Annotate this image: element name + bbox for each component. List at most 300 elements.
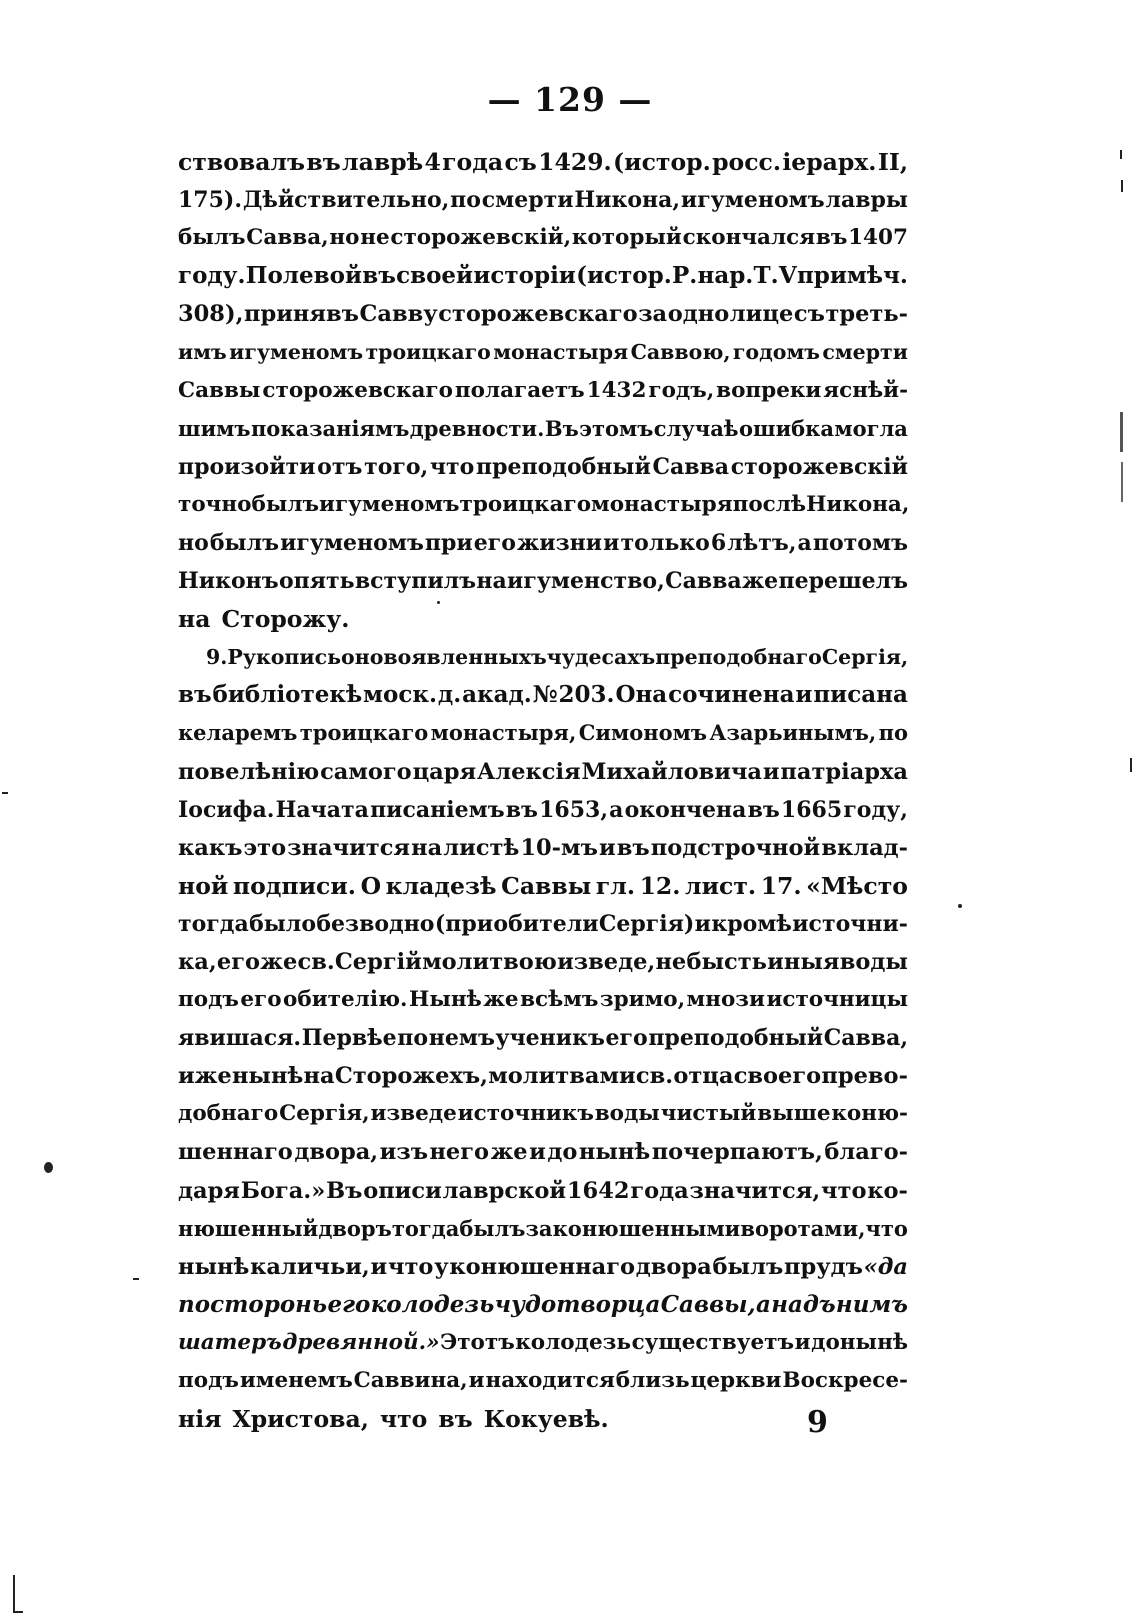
word: тогда — [178, 910, 249, 937]
text-line — [178, 1210, 908, 1248]
word: вклад- — [821, 834, 908, 861]
word: Савва — [652, 453, 730, 480]
word: подписи. — [232, 871, 356, 900]
word: конюшеннаго — [449, 1253, 636, 1280]
word: Іосифа. — [178, 796, 275, 823]
word: смерти — [822, 340, 908, 365]
word: Савву — [359, 301, 438, 328]
word: могла — [834, 415, 908, 441]
word: въ — [362, 262, 396, 290]
scan-mark-bottom-left — [13, 1575, 15, 1613]
word: церкви — [690, 1368, 782, 1393]
word: всѣмъ — [520, 987, 599, 1013]
word: источникъ — [457, 1101, 594, 1127]
scan-dot-right — [958, 904, 962, 908]
word: древянной.» — [282, 1329, 440, 1355]
body-text — [178, 143, 908, 1438]
word: изведе — [370, 1101, 457, 1127]
word: иже — [178, 1063, 232, 1090]
word: изведе, — [557, 948, 656, 975]
word: него — [429, 1139, 490, 1166]
word: древности. — [409, 415, 545, 441]
word: посторонь — [178, 1290, 328, 1318]
word: (истор. — [613, 148, 711, 176]
word: годъ, — [648, 377, 715, 403]
word: по — [878, 720, 908, 746]
word: Воскресе- — [782, 1368, 908, 1393]
text-line — [178, 448, 908, 486]
word: Дѣйствительно, — [242, 187, 450, 214]
word: чудотворца — [494, 1290, 661, 1318]
word: за — [638, 301, 668, 328]
word: 1653, — [539, 796, 608, 823]
text-line — [178, 1172, 908, 1210]
word: въ — [747, 796, 780, 823]
word: показаніямъ — [250, 415, 410, 441]
word: именемъ — [239, 1368, 353, 1393]
word: треть- — [825, 301, 908, 328]
word: Т. — [753, 262, 779, 290]
word: и — [795, 681, 813, 709]
word: въ — [306, 148, 341, 176]
word: Сергія, — [821, 645, 909, 670]
word: листѣ — [443, 834, 520, 861]
word: почерпаютъ, — [651, 1139, 823, 1166]
word: лавры — [825, 187, 908, 214]
word: было — [249, 910, 316, 937]
word: это — [243, 834, 287, 861]
word: 1407 — [848, 225, 908, 251]
text-line — [178, 524, 908, 562]
word: 6 — [710, 529, 727, 556]
word: Въ — [326, 1177, 363, 1204]
word: Рукопись — [227, 645, 342, 670]
word: въ — [616, 834, 650, 861]
word: Савва, — [246, 225, 329, 251]
word: явишася. — [178, 1025, 302, 1052]
word: колодезь — [515, 1329, 631, 1355]
word: 203. — [558, 681, 615, 709]
word: описи — [363, 1177, 442, 1204]
word: полагаетъ — [454, 377, 585, 403]
word: Саввою, — [630, 340, 731, 365]
word: сторожевскаго — [262, 377, 453, 403]
word: иныя — [767, 948, 840, 975]
word: и — [603, 529, 620, 556]
text-line — [178, 1095, 908, 1133]
word: Р. — [671, 262, 698, 290]
word: дворъ — [318, 1215, 392, 1241]
word: II, — [877, 148, 908, 176]
word: монастыря, — [430, 720, 577, 746]
word: потомъ — [812, 529, 908, 556]
word: Сторожехъ, — [334, 1063, 488, 1090]
word: шатеръ — [178, 1329, 282, 1355]
word: іерарх. — [782, 148, 877, 176]
word: двора — [635, 1253, 712, 1280]
text-line — [178, 638, 908, 676]
text-line — [178, 181, 908, 219]
word: игуменство, — [507, 568, 665, 595]
word: троицкаго — [365, 340, 491, 365]
word: одно — [667, 301, 730, 328]
word: О — [360, 871, 382, 900]
word: Никона, — [574, 187, 681, 214]
word: что — [379, 1405, 428, 1434]
word: Михайловича — [581, 758, 762, 785]
word: «да — [863, 1253, 908, 1280]
word: но — [178, 529, 209, 556]
word: Христова, — [232, 1405, 369, 1434]
text-line — [178, 943, 908, 981]
word: только — [620, 529, 710, 556]
text-line — [178, 1400, 908, 1438]
scan-mark-right-3 — [1120, 412, 1123, 452]
word: Бога.» — [240, 1177, 326, 1204]
word: же — [490, 1139, 528, 1166]
word: библіотекѣ — [212, 681, 363, 709]
word: на — [178, 605, 211, 634]
word: игуменомъ — [680, 187, 825, 214]
word: Азарьинымъ, — [709, 720, 877, 746]
text-line — [178, 295, 908, 333]
word: случаѣ — [653, 415, 739, 441]
word: молитвами — [488, 1063, 636, 1090]
word: у — [434, 1253, 449, 1280]
word: перешелъ — [778, 568, 908, 595]
word: не — [360, 225, 390, 251]
text-line — [178, 1019, 908, 1057]
word: 10-мъ — [520, 834, 598, 861]
word: смерти — [481, 187, 574, 214]
word: каличьи, — [250, 1253, 370, 1280]
word: сочинена — [668, 681, 795, 709]
scan-mark-right-1 — [1120, 150, 1122, 159]
word: Симономъ — [578, 720, 707, 746]
text-line — [178, 829, 908, 867]
word: царя — [412, 758, 477, 785]
word: Никонъ — [178, 568, 279, 595]
word: прудъ — [784, 1253, 863, 1280]
word: лист. — [685, 871, 757, 900]
word: Саввы, — [660, 1290, 756, 1318]
word: нюшенный — [178, 1215, 319, 1241]
word: находится — [485, 1368, 615, 1393]
word: лѣтъ, — [727, 529, 797, 556]
word: что — [865, 1215, 908, 1241]
word: писаніемъ — [370, 796, 505, 823]
word: же — [483, 987, 519, 1013]
word: имъ — [178, 340, 227, 365]
word: нар. — [697, 262, 754, 290]
word: троицкаго — [299, 720, 429, 746]
word: а — [609, 796, 624, 823]
word: воды — [839, 948, 908, 975]
word: 17. — [760, 871, 802, 900]
word: жизни — [517, 529, 603, 556]
word: былъ — [251, 491, 320, 517]
word: произойти — [178, 453, 316, 480]
word: за — [525, 1215, 553, 1241]
word: преподобнаго — [655, 645, 822, 670]
word: вопреки — [716, 377, 822, 403]
word: и — [762, 758, 780, 785]
text-line — [178, 562, 908, 600]
word: въ — [505, 796, 538, 823]
word: Первѣе — [301, 1025, 397, 1052]
signature-mark: 9 — [807, 1405, 828, 1440]
word: съ — [504, 148, 537, 176]
word: Саввы — [501, 871, 592, 900]
scan-mark-right-2 — [1121, 180, 1123, 192]
word: выше — [757, 1101, 831, 1127]
word: до — [547, 1139, 578, 1166]
word: добнаго — [178, 1101, 279, 1127]
word: Савва — [665, 568, 742, 595]
word: донынѣ — [811, 1329, 908, 1355]
word: но — [329, 225, 360, 251]
word: 12. — [639, 871, 681, 900]
scan-mark-left-top — [2, 792, 8, 794]
word: о — [341, 645, 355, 670]
word: ка, — [178, 948, 217, 975]
word: обители — [493, 910, 599, 937]
text-line — [178, 1133, 908, 1171]
word: Въ — [544, 415, 579, 441]
text-line — [178, 1324, 908, 1362]
text-line — [178, 333, 908, 371]
word: Алексія — [476, 758, 581, 785]
word: же — [260, 948, 298, 975]
word: окончена — [624, 796, 747, 823]
word: значится, — [689, 1177, 821, 1204]
word: зримо, — [599, 987, 686, 1013]
word: колодезь — [370, 1290, 495, 1318]
word: 1432 — [586, 377, 647, 403]
word: его — [216, 948, 261, 975]
word: ученикъ — [495, 1025, 605, 1052]
scan-mark-bottom-left-foot — [13, 1611, 23, 1613]
word: 4 — [424, 148, 441, 176]
word: и — [694, 910, 711, 937]
text-line — [178, 1248, 908, 1286]
text-line — [178, 1286, 908, 1324]
word: 175). — [178, 187, 242, 214]
word: шимъ — [178, 415, 251, 441]
word: на — [411, 834, 443, 861]
word: нія — [178, 1405, 222, 1434]
word: и — [794, 1329, 811, 1355]
word: игуменомъ — [229, 340, 364, 365]
text-line — [178, 1057, 908, 1095]
word: что — [388, 1253, 434, 1280]
word: своей — [396, 262, 474, 290]
word: и — [598, 834, 616, 861]
word: и — [370, 1253, 388, 1280]
word: мнози — [686, 987, 765, 1013]
word: и — [468, 1368, 485, 1393]
word: и — [529, 1139, 546, 1166]
word: келаремъ — [178, 720, 298, 746]
word: патріарха — [780, 758, 908, 785]
word: былъ — [712, 1253, 784, 1280]
word: чудесахъ — [546, 645, 656, 670]
word: воротами, — [740, 1215, 866, 1241]
word: нынѣ — [231, 1063, 304, 1090]
text-line — [178, 600, 908, 638]
word: Она — [615, 681, 668, 709]
word: повелѣнію — [178, 758, 320, 785]
word: съ — [793, 301, 825, 328]
word: гл. — [595, 871, 635, 900]
word: по — [450, 187, 481, 214]
word: этомъ — [579, 415, 654, 441]
text-line — [178, 1362, 908, 1400]
word: тогда — [391, 1215, 460, 1241]
word: послѣ — [732, 491, 807, 517]
word: сторожевскаго — [438, 301, 638, 328]
word: былъ — [209, 529, 279, 556]
word: исторіи — [473, 262, 576, 290]
text-line — [178, 791, 908, 829]
word: св. — [297, 948, 335, 975]
word: игуменомъ — [280, 529, 424, 556]
word: Этотъ — [440, 1329, 515, 1355]
word: скончался — [682, 225, 816, 251]
word: преподобный — [648, 1025, 824, 1052]
word: изъ — [379, 1139, 428, 1166]
word: нынѣ — [578, 1139, 651, 1166]
word: «Мѣсто — [806, 871, 908, 900]
word: чистый — [660, 1101, 757, 1127]
word: лице — [729, 301, 794, 328]
word: двора, — [294, 1139, 379, 1166]
word: его — [473, 529, 516, 556]
scan-mark-right-4 — [1121, 462, 1123, 502]
word: кромѣ — [711, 910, 792, 937]
scan-mark-right-5 — [1130, 758, 1132, 772]
word: не — [655, 948, 687, 975]
text-line — [178, 676, 908, 714]
word: воды — [594, 1101, 660, 1127]
word: источни- — [792, 910, 908, 937]
word: конюшенными — [552, 1215, 741, 1241]
word: въ — [438, 1405, 473, 1434]
word: его — [240, 987, 282, 1013]
word: V — [778, 262, 797, 290]
word: а — [797, 529, 812, 556]
word: источницы — [766, 987, 908, 1013]
word: ко- — [867, 1177, 908, 1204]
word: принявъ — [244, 301, 359, 328]
word: яснѣй- — [823, 377, 908, 403]
word: по — [397, 1025, 429, 1052]
word: росс. — [712, 148, 781, 176]
word: д. — [437, 681, 462, 709]
word: примѣч. — [796, 262, 908, 290]
word: лаврской — [442, 1177, 567, 1204]
word: 308), — [178, 301, 244, 328]
word: а — [755, 1290, 771, 1318]
word: ной — [178, 871, 229, 900]
word: Нынѣ — [409, 987, 482, 1013]
text-line — [178, 981, 908, 1019]
word: въ — [178, 681, 212, 709]
word: какъ — [178, 834, 243, 861]
word: 1429. — [538, 148, 612, 176]
word: 9. — [206, 645, 228, 670]
word: сторожевскій, — [390, 225, 572, 251]
word: годомъ — [732, 340, 820, 365]
word: моск. — [363, 681, 437, 709]
word: отъ — [317, 453, 363, 480]
text-line — [178, 867, 908, 905]
word: Саввина, — [353, 1368, 468, 1393]
word: акад. — [462, 681, 532, 709]
word: (истор. — [576, 262, 672, 290]
word: года — [442, 148, 504, 176]
word: году, — [843, 796, 908, 823]
word: бысть — [686, 948, 767, 975]
word: ствовалъ — [178, 148, 306, 176]
word: нынѣ — [178, 1253, 250, 1280]
text-line — [178, 714, 908, 752]
word: вступилъ — [354, 568, 477, 595]
word: что — [821, 1177, 867, 1204]
word: подъ — [178, 1368, 239, 1393]
word: монастыря — [591, 491, 733, 517]
word: молитвою — [422, 948, 557, 975]
word: подъ — [178, 987, 239, 1013]
word: безводно — [316, 910, 435, 937]
word: Начата — [275, 796, 369, 823]
word: надъ — [771, 1290, 836, 1318]
word: Сергія, — [279, 1101, 370, 1127]
word: отца — [673, 1063, 734, 1090]
word: Сергія) — [598, 910, 695, 937]
word: игуменомъ — [319, 491, 460, 517]
word: коню- — [831, 1101, 908, 1127]
word: даря — [178, 1177, 240, 1204]
text-line — [178, 905, 908, 943]
word: писана — [813, 681, 908, 709]
text-line — [178, 486, 908, 524]
word: его — [327, 1290, 371, 1318]
text-line — [178, 753, 908, 791]
word: своего — [733, 1063, 822, 1090]
word: св. — [635, 1063, 674, 1090]
word: значится — [287, 834, 411, 861]
word: Сергій — [334, 948, 422, 975]
word: его — [605, 1025, 648, 1052]
text-line — [178, 410, 908, 448]
word: лаврѣ — [342, 148, 424, 176]
word: на — [303, 1063, 335, 1090]
text-line — [178, 257, 908, 295]
scan-dot-mid — [437, 601, 440, 604]
word: подстрочной — [650, 834, 821, 861]
word: Саввы — [178, 377, 261, 403]
word: Никона, — [806, 491, 910, 517]
word: при — [424, 529, 473, 556]
scan-dot-left — [44, 1162, 53, 1173]
word: ошибка — [739, 415, 834, 441]
word: троицкаго — [459, 491, 592, 517]
word: обителію. — [283, 987, 408, 1013]
word: сторожевскій — [730, 453, 908, 480]
word: № — [532, 681, 558, 709]
word: существуетъ — [631, 1329, 794, 1355]
